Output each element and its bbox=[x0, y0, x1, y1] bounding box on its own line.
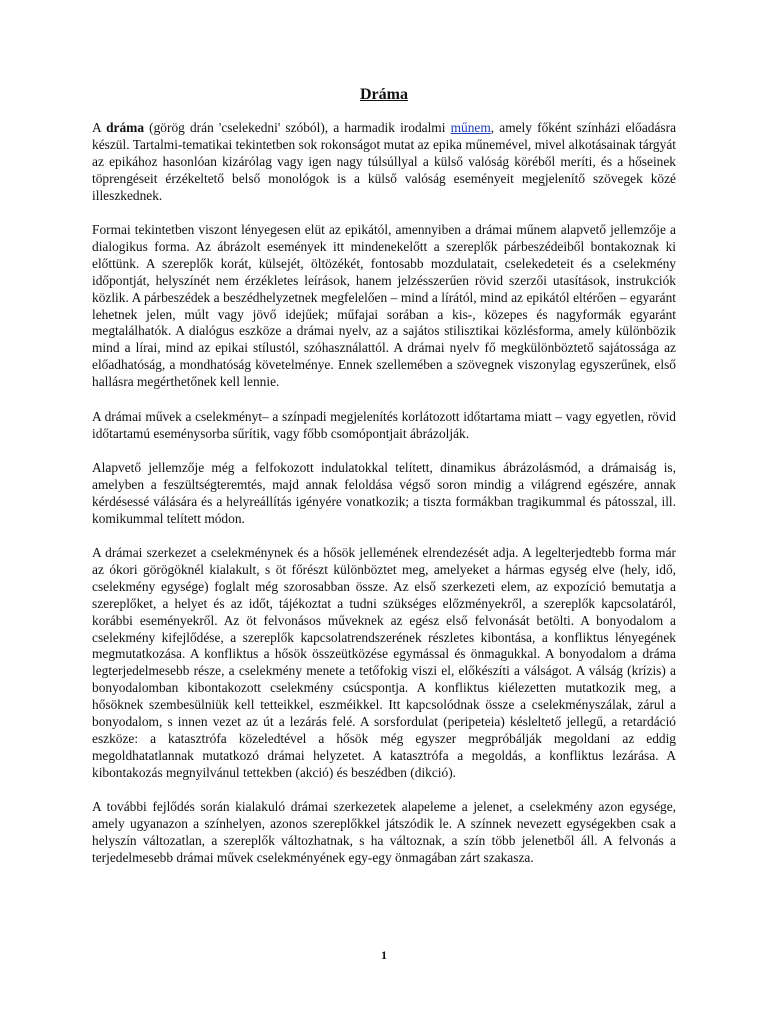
intro-text-start: A bbox=[92, 120, 107, 135]
page-number: 1 bbox=[381, 948, 387, 962]
drama-term: dráma bbox=[106, 120, 145, 135]
paragraph-intro bbox=[92, 120, 676, 205]
paragraph-plot: A drámai művek a cselekményt– a színpadi megjelenítés korlátozott időtartama miatt – vagy egyetlen, rövid időtartamú eseménysorba sűrítik, vagy főbb csomópontjait ábrázolják. bbox=[92, 408, 676, 441]
paragraph-dramatic-quality: Alapvető jellemzője még a felfokozott indulatokkal telített, dinamikus ábrázolásmód, a drámaiság is, amelyben a feszültségteremtés, majd annak feloldása végső soron mindig a világrend egészére, annak kérdésessé válására és a helyreállítás igényére vonatkozik; a tiszta formákban tragikummal és pátosszal, ill. komikummal telített módon. bbox=[92, 459, 676, 526]
intro-text-end: , amely főként színházi előadásra készül. Tartalmi-tematikai tekintetben sok rokonságot mutat az epika műnemével, mivel alkotásainak tárgyát az epikához hasonlóan kizárólag vagy igen nagy túlsúllyal a külső valóság köréből meríti, és a hőseinek töprengéseit érzékeltető belső monológok is a külső valóság eseményeit megjelenítő szövegek közé illeszkednek. bbox=[92, 120, 677, 203]
intro-text-middle: (görög drán 'cselekedni' szóból), a harmadik irodalmi bbox=[144, 120, 451, 135]
paragraph-scenes: A további fejlődés során kialakuló drámai szerkezetek alapeleme a jelenet, a cselekmény azon egysége, amely ugyanazon a színhelyen, azonos szereplőkkel játszódik le. A színnek nevezett egységekben csak a helyszín változatlan, a szereplők változhatnak, s ha változnak, a szín több jelenetből áll. A felvonás a terjedelmesebb drámai művek cselekményének egy-egy önmagában zárt szakasza. bbox=[92, 799, 676, 865]
paragraph-form: Formai tekintetben viszont lényegesen elüt az epikától, amennyiben a drámai műnem alapvető jellemzője a dialogikus forma. Az ábrázolt események itt mindenekelőtt a szereplők párbeszédeiből bontakoznak ki előttünk. A szereplők korát, külsejét, öltözékét, fontosabb mozdulatait, cselekedeteit és a cselekmény időpontját, helyszínét nem érzékletes leírások, hanem jelzésszerűen rövid szerzői utasítások, instrukciók közlik. A párbeszédek a beszédhelyzetnek megfelelően – mind a lírától, mind az epikától eltérően – egyaránt lehetnek jelen, múlt vagy jövő idejűek; műfajai sorában a kis-, közepes és nagyformák egyaránt megtalálhatók. A dialógus eszköze a drámai nyelv, az a sajátos stilisztikai közlésforma, amely különbözik mind a lírai, mind az epikai stílustól, szóhasználattól. A drámai nyelv fő megkülönböztető sajátossága az előadhatóság, a mondhatóság követelménye. Ennek szellemében a szövegnek viszonylag egyszerűnek, első hallásra megérthetőnek kell lennie. bbox=[92, 222, 676, 390]
munem-link[interactable]: műnem bbox=[450, 120, 491, 135]
page-title: Dráma bbox=[360, 86, 408, 103]
document-body bbox=[92, 120, 676, 884]
paragraph-structure: A drámai szerkezet a cselekménynek és a hősök jellemének elrendezését adja. A legelterjedtebb forma már az ókori görögöknél kialakult, s öt főrészt különböztet meg, amelyeket a hármas egység elve (hely, idő, cselekmény egysége) foglalt még szorosabban össze. Az első szerkezeti elem, az expozíció bemutatja a szereplőket, a helyet és az időt, tájékoztat a tudni szükséges előzményekről, a szereplők kapcsolatáról, korábbi eseményekről. Az öt felvonásos műveknek az egész első felvonását betölti. A bonyodalom a cselekmény kifejlődése, a szereplők kapcsolatrendszerének részletes kibontása, a konfliktus lényegének megmutatkozása. A konfliktus a hősök összeütközése egymással és önmagukkal. A bonyodalom a dráma legterjedelmesebb része, a cselekmény menete a tetőfokig viszi el, előkészíti a válságot. A válság (krízis) a bonyodalomban kibontakozott cselekmény csúcspontja. A konfliktus kiélezetten mutatkozik meg, a hősöknek szembesülniük kell tetteikkel, eszméikkel. Itt kapcsolódnak össze a cselekményszálak, zárul a bonyodalom, s innen vezet az út a lezárás felé. A sorsfordulat (peripeteia) késleltető jellegű, a retardáció eszköze: a katasztrófa közeledtével a hősök még egyszer megpróbálják megoldani az eddig megoldhatatlannak mutatkozó drámai helyzetet. A katasztrófa a megoldás, a konfliktus lezárása. A kibontakozás megnyilvánul tettekben (akció) és beszédben (dikció). bbox=[92, 545, 676, 780]
